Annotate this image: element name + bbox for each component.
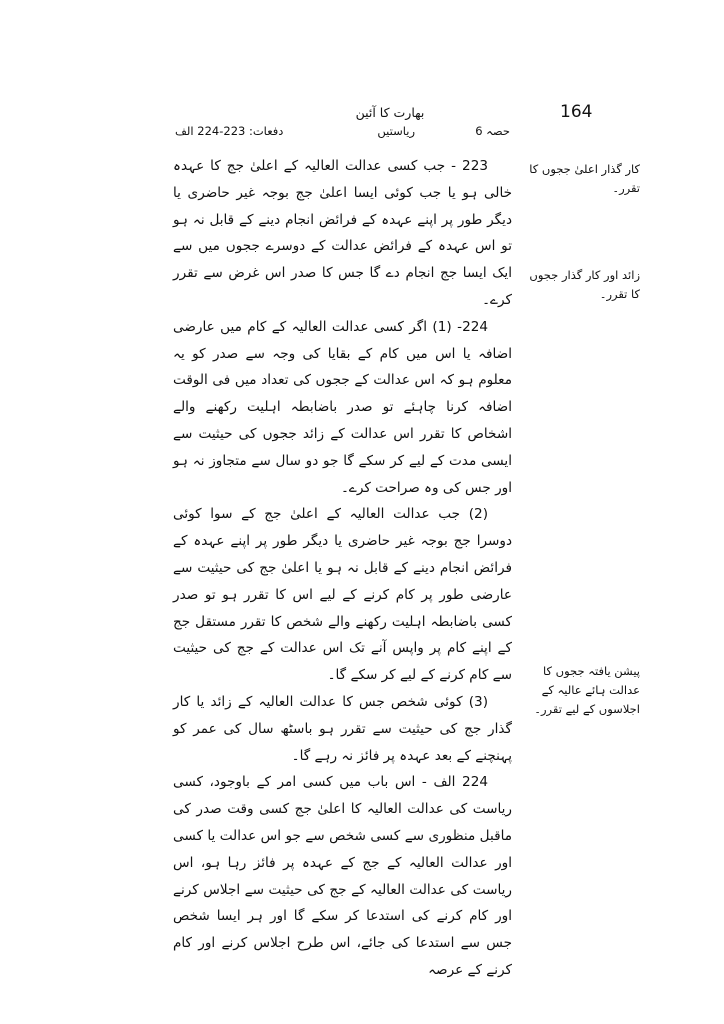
paragraph: 224 الف - اس باب میں کسی امر کے باوجود، کسی ریاست کی عدالت العالیہ کا اعلیٰ جج کسی وقت صدر کی ماقبل منظوری سے کسی شخص سے جو اس عدالت یا کسی اور عدالت العالیہ کے جج کے عہدہ پر فائز رہا ہو، اس ریاست کی عدالت العالیہ کے جج کی حیثیت سے اجلاس کرنے اور کام کرنے کی استدعا کر سکے گا اور ہر ایسا شخص جس سے استدعا کی جائے، اس طرح اجلاس کرنے اور کام کرنے کے عرصہ <box>173 774 512 978</box>
running-title: بھارت کا آئین <box>355 105 425 120</box>
part-line <box>175 124 510 142</box>
page-number: 164 <box>560 102 593 122</box>
margin-note: زائد اور کار گذار ججوں کا تقرر۔ <box>529 268 640 301</box>
paragraph: (3) کوئی شخص جس کا عدالت العالیہ کے زائد یا کار گذار جج کی حیثیت سے تقرر ہو باسٹھ سال کی عمر کو پہنچنے کے بعد عہدہ پر فائز نہ رہے گا۔ <box>173 693 512 764</box>
paragraph: 223 - جب کسی عدالت العالیہ کے اعلیٰ جج کا عہدہ خالی ہو یا جب کوئی ایسا اعلیٰ جج بوجہ غیر حاضری یا دیگر طور پر اپنے عہدہ کے فرائض انجام دینے کے قابل نہ ہو تو اس عہدہ کے فرائض عدالت کے دوسرے ججوں میں سے ایک ایسا جج انجام دے گا جس کا صدر اس غرض سے تقرر کرے۔ <box>173 158 512 308</box>
paragraph: 224- (1) اگر کسی عدالت العالیہ کے کام میں عارضی اضافہ یا اس میں کام کے بقایا کی وجہ سے صدر کو یہ معلوم ہو کہ اس عدالت کے ججوں کی تعداد میں فی الوقت اضافہ کرنا چاہئے تو صدر باضابطہ اہلیت رکھنے والے اشخاص کا تقرر اس عدالت کے زائد ججوں کی حیثیت سے ایسی مدت کے لیے کر سکے گا جو دو سال سے متجاوز نہ ہو اور جس کی وہ صراحت کرے۔ <box>173 318 512 496</box>
articles-label: دفعات: 223-224 الف <box>175 124 284 138</box>
subject-label: ریاستیں <box>377 124 415 138</box>
body-text <box>173 153 512 984</box>
paragraph: (2) جب عدالت العالیہ کے اعلیٰ جج کے سوا کوئی دوسرا جج بوجہ غیر حاضری یا دیگر طور پر اپنے عہدہ کے فرائض انجام دینے کے قابل نہ ہو یا اعلیٰ جج کی حیثیت سے عارضی طور پر کام کرنے کے لیے اس کا تقرر ہو تو صدر کسی باضابطہ اہلیت رکھنے والے شخص کا تقرر مستقل جج کے اپنے کام پر واپس آنے تک اس عدالت کے جج کی حیثیت سے کام کرنے کے لیے کر سکے گا۔ <box>173 506 512 684</box>
part-label: حصہ 6 <box>475 124 510 138</box>
margin-note: کار گذار اعلیٰ ججوں کا تقرر۔ <box>529 162 640 195</box>
margin-note: پیشن یافتہ ججوں کا عدالت ہائے عالیہ کے اجلاسوں کے لیے تقرر۔ <box>534 664 640 716</box>
